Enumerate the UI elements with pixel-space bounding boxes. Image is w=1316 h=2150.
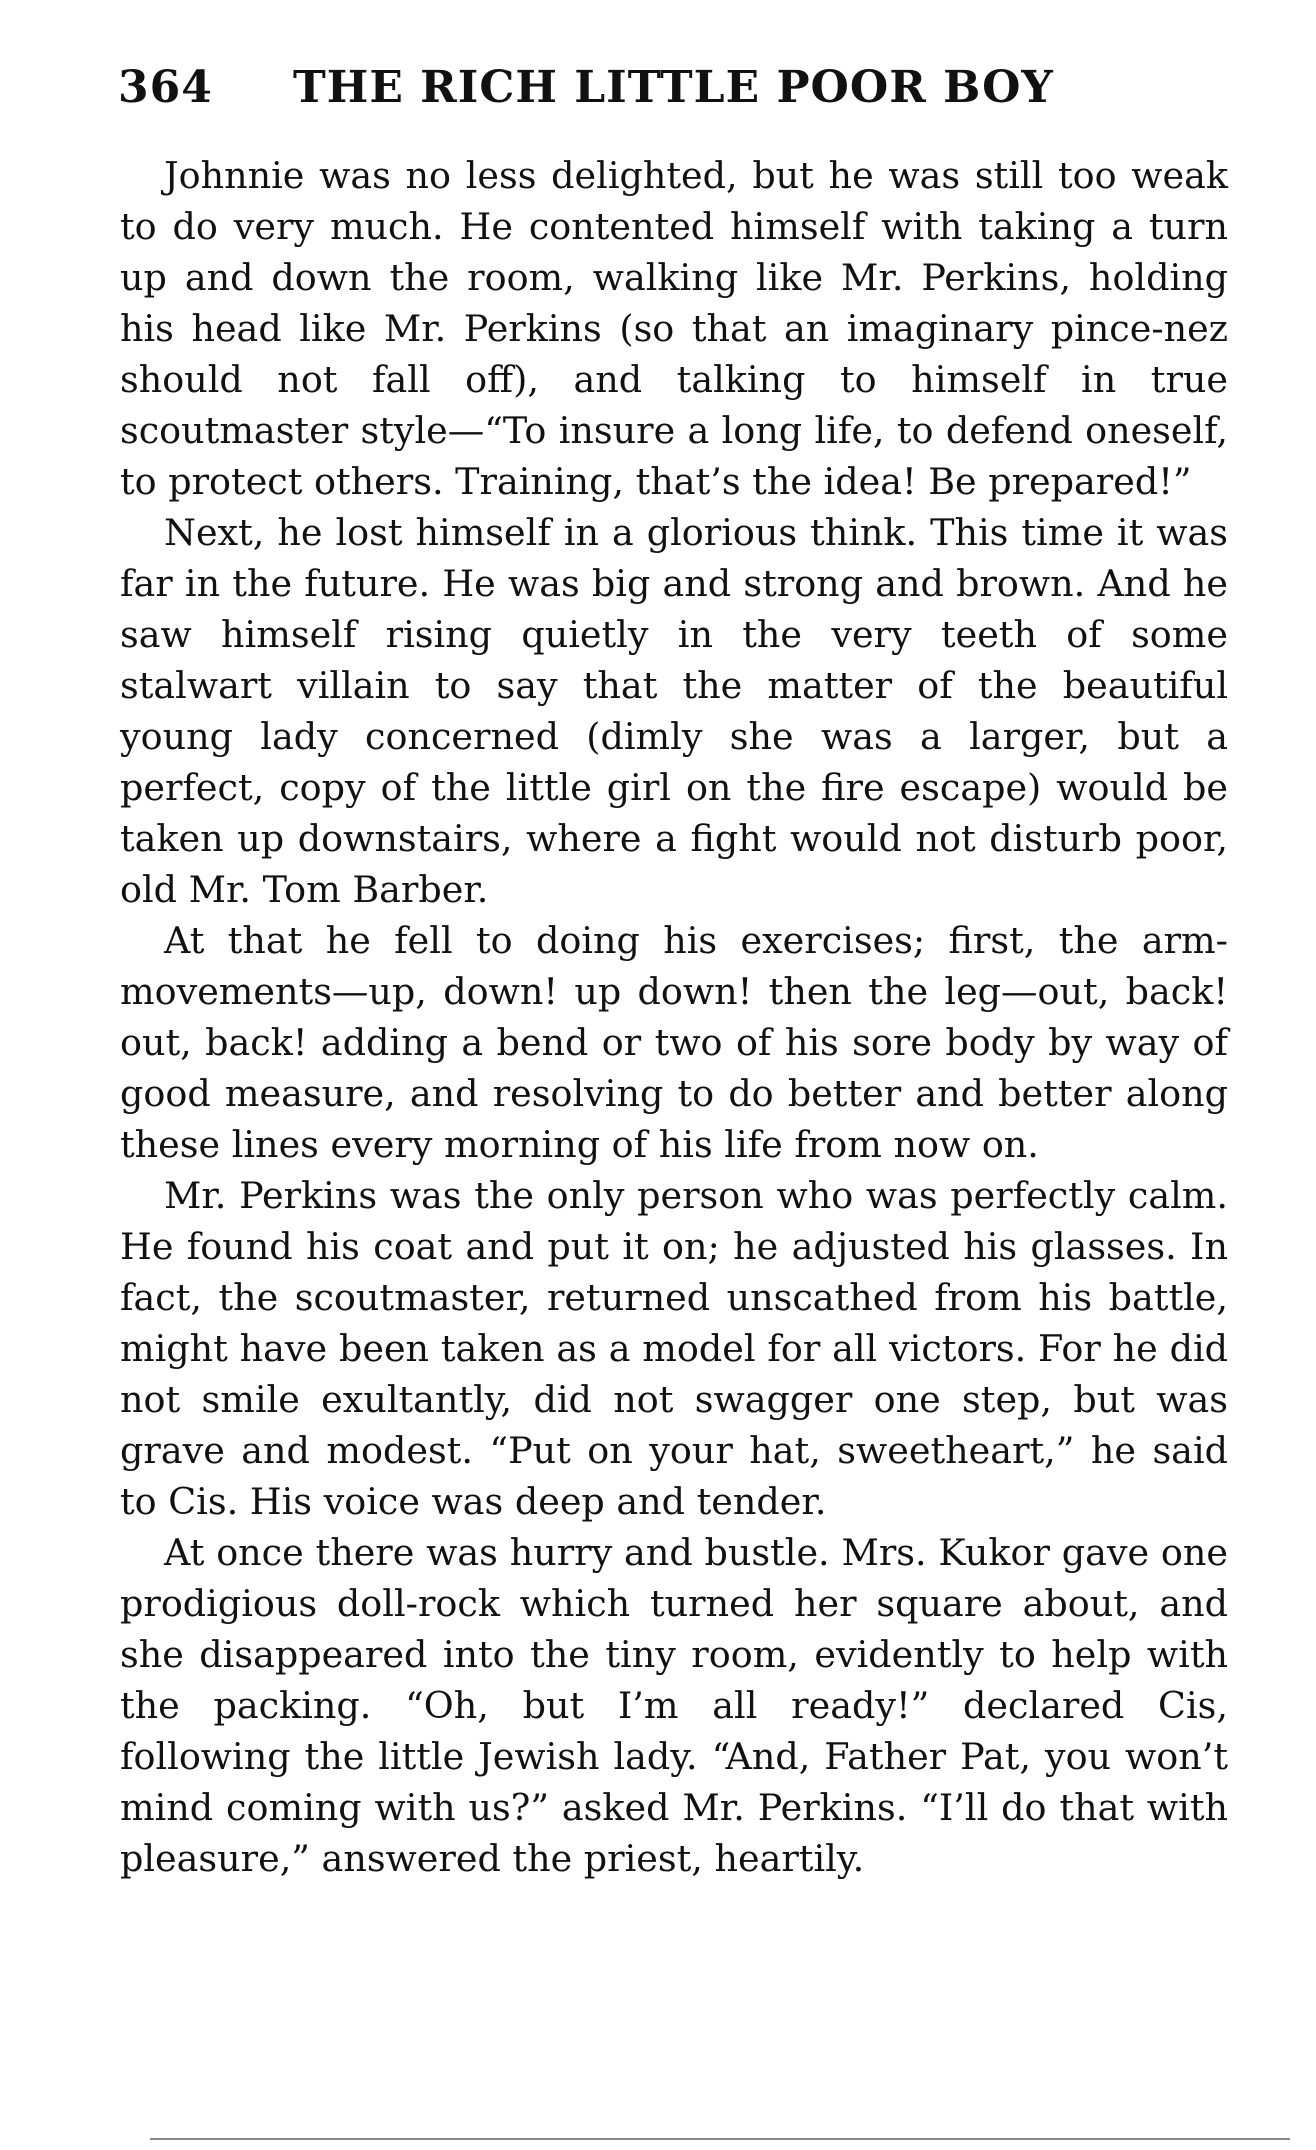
paragraph-2: Next, he lost himself in a glorious think. This time it was far in the future. He was big and strong and brown. And he saw himself rising quietly in the very teeth of some stalwart villain to say that the matter of the beautiful young lady concerned (dimly she was a larger, but a perfect, copy of the little girl on the fire escape) would be taken up downstairs, where a fight would not disturb poor, old Mr. Tom Barber.	[120, 511, 1228, 911]
paragraph-1: Johnnie was no less delighted, but he was still too weak to do very much. He contented himself with taking a turn up and down the room, walking like Mr. Perkins, holding his head like Mr. Perkins (so that an imaginary pince-nez should not fall off), and talking to himself in true scoutmaster style—“To insure a long life, to defend oneself, to protect others. Training, that’s the idea! Be prepared!”	[120, 154, 1228, 503]
paragraph-3: At that he fell to doing his exercises; first, the arm-movements—up, down! up down! then the leg—out, back! out, back! adding a bend or two of his sore body by way of good measure, and resolving to do better and better along these lines every morning of his life from now on.	[120, 919, 1228, 1166]
paragraph-4: Mr. Perkins was the only person who was perfectly calm. He found his coat and put it on; he adjusted his glasses. In fact, the scoutmaster, returned unscathed from his battle, might have been taken as a model for all victors. For he did not smile exultantly, did not swagger one step, but was grave and modest. “Put on your hat, sweetheart,” he said to Cis. His voice was deep and tender.	[120, 1174, 1228, 1523]
body-text	[120, 150, 1228, 1884]
running-title: THE RICH LITTLE POOR BOY	[293, 62, 1054, 113]
paragraph-5: At once there was hurry and bustle. Mrs. Kukor gave one prodigious doll-rock which turned her square about, and she disappeared into the tiny room, evidently to help with the packing. “Oh, but I’m all ready!” declared Cis, following the little Jewish lady. “And, Father Pat, you won’t mind coming with us?” asked Mr. Perkins. “I’ll do that with pleasure,” answered the priest, heartily.	[120, 1531, 1228, 1880]
page-bottom-edge	[150, 2138, 1290, 2140]
page-header	[118, 62, 1238, 122]
page-number: 364	[118, 62, 213, 113]
